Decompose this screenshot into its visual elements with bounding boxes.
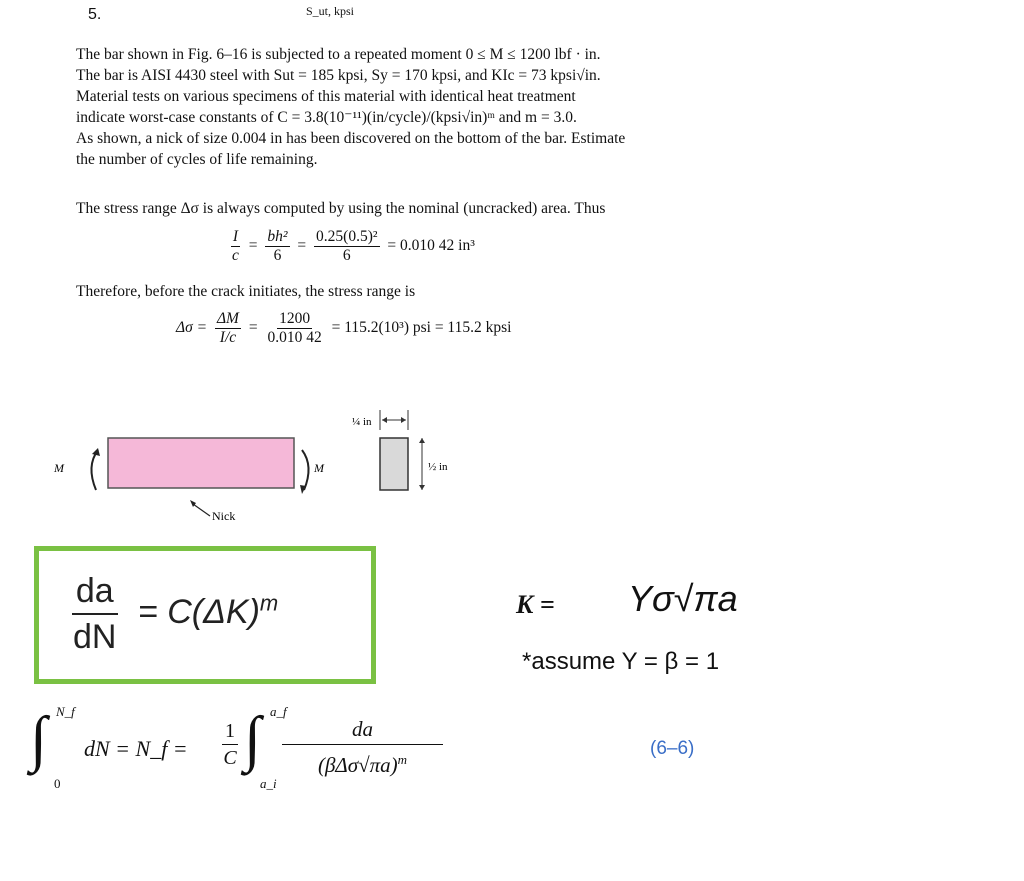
k-label: K = (516, 590, 555, 619)
da-dn-fraction: $\frac{da}{dN}$ (69, 569, 120, 659)
problem-line: indicate worst-case constants of C = 3.8(10⁻¹¹)(in/cycle)/(kpsi√in)ᵐ and m = 3.0. (76, 109, 577, 126)
bar-figure (40, 400, 480, 530)
height-label: ½ in (428, 461, 448, 473)
stress-range-result: = 115.2(10³) psi = 115.2 kpsi (331, 319, 512, 337)
paris-law-box (34, 546, 376, 684)
fraction-bh2-over-6: $\frac{\text{bh²}}{6}$ (267, 228, 288, 264)
moment-label-left: M (54, 461, 64, 475)
integral-equation (30, 704, 470, 804)
stress-range-lhs: Δσ = (176, 319, 208, 337)
therefore-text: Therefore, before the crack initiates, the stress range is (76, 283, 416, 300)
paris-rhs: = C(ΔK) (137, 592, 260, 631)
nick-label: Nick (212, 509, 236, 523)
integral-lower-limit: 0 (54, 776, 61, 791)
integral2-lower-limit: a_i (260, 776, 277, 791)
integral-body: dN = N_f = (84, 736, 188, 761)
section-modulus-result: = 0.010 42 in³ (387, 237, 475, 255)
solution-intro: The stress range Δσ is always computed by using the nominal (uncracked) area. Thus (76, 200, 606, 217)
moment-arrowhead-left (92, 448, 100, 456)
integrand-denominator: (βΔσ√πa) (317, 753, 398, 777)
k-expression: Yσ√πa (628, 578, 738, 619)
problem-statement (76, 44, 716, 170)
height-arrowhead-bottom (419, 485, 425, 490)
cross-section (380, 438, 408, 490)
question-number: 5. (88, 6, 102, 23)
fraction-1200: $\frac{1200}{0.010 42}$ (267, 310, 322, 346)
integral-upper-limit: N_f (56, 704, 75, 719)
moment-arrow-left (91, 450, 98, 490)
nick-leader (193, 504, 210, 516)
fraction-i-over-c: $\frac{I}{c}$ (232, 228, 239, 264)
problem-line: The bar shown in Fig. 6–16 is subjected to a repeated moment 0 ≤ M ≤ 1200 lbf · in. (76, 46, 601, 63)
fraction-dm-over-ic: $\frac{\Delta M}{I/c}$ (216, 310, 239, 346)
problem-line: As shown, a nick of size 0.004 in has been discovered on the bottom of the bar. Estimate (76, 130, 626, 147)
assumption-note: *assume Y = β = 1 (522, 648, 720, 675)
equation-number: (6–6) (650, 738, 695, 759)
integrand-exponent: m (397, 752, 408, 767)
integral2-upper-limit: a_f (270, 704, 287, 719)
paris-exponent: m (259, 590, 279, 616)
integrand-fraction: da $(\beta\Delta\sigma√\pi a)^m$ (282, 714, 443, 780)
problem-line: the number of cycles of life remaining. (76, 151, 318, 168)
fraction-numeric: $\frac{\text{0.25(0.5)²}}{6}$ (316, 228, 378, 264)
section-modulus-equation: $\frac{I}{c}$ = $\frac{\text{bh²}}{6}$ = $\frac{\text{0.25(0.5)²}}{6}$ = 0.010 42 in³ (232, 228, 475, 264)
paris-law-equation (69, 569, 278, 659)
problem-line: Material tests on various specimens of this material with identical heat treatment (76, 88, 576, 105)
integral-sign: ∫ (30, 705, 47, 773)
width-arrowhead-right (401, 417, 406, 423)
bar-body (108, 438, 294, 488)
problem-line: The bar is AISI 4430 steel with Sut = 185 kpsi, Sy = 170 kpsi, and KIc = 73 kpsi√in. (76, 67, 601, 84)
width-arrowhead-left (382, 417, 387, 423)
one-over-c: 1 C (223, 720, 237, 769)
page-header: S_ut, kpsi (306, 4, 355, 18)
stress-range-equation: Δσ = $\frac{\Delta M}{I/c}$ = $\frac{1200}{0.010 42}$ = 115.2(10³) psi = 115.2 kpsi (176, 310, 512, 346)
moment-label-right: M (314, 461, 324, 475)
moment-arrow-right (302, 450, 309, 490)
integral-sign-2: ∫ (244, 705, 261, 773)
height-arrowhead-top (419, 438, 425, 443)
width-label: ¼ in (352, 416, 372, 428)
